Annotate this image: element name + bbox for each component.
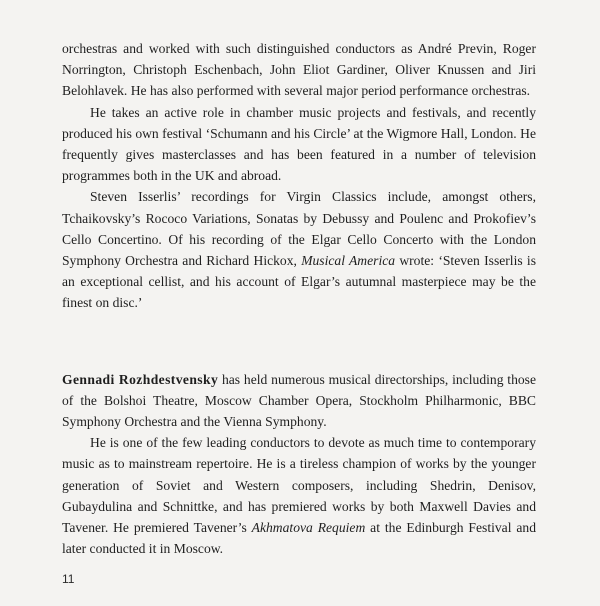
isserlis-paragraph-2 bbox=[62, 102, 536, 187]
isserlis-paragraph-3 bbox=[62, 186, 536, 313]
isserlis-paragraph-3-text: Steven Isserlis’ recordings for Virgin Classics include, amongst others, Tchaikovsky’s Rococo Variations, Sonatas by Debussy and Poulenc and Prokofiev’s Cello Concertino. Of his recording of the Elgar Cello Concerto with the London Symphony Orchestra and Richard Hickox, bbox=[62, 189, 536, 269]
booklet-page-text bbox=[62, 38, 536, 559]
isserlis-quote: wrote: ‘Steven Isserlis is an exceptional cellist, and his account of Elgar’s autumnal masterpiece may be the finest on disc.’ bbox=[62, 253, 536, 311]
rozhdestvensky-paragraph-2-text: He is one of the few leading conductors to devote as much time to contemporary music as to mainstream repertoire. He is a tireless champion of works by the younger generation of Soviet and Western composers, including Shedrin, Denisov, Gubaydulina and Schnittke, and has premiered works by both Maxwell Davies and Tavener. He premiered Tavener’s bbox=[62, 435, 536, 536]
rozhdestvensky-paragraph-2 bbox=[62, 432, 536, 559]
conductor-name: Gennadi Rozhdestvensky bbox=[62, 371, 219, 387]
publication-title: Musical America bbox=[301, 253, 396, 269]
rozhdestvensky-paragraph-2-end: at the Edinburgh Festival and later conducted it in Moscow. bbox=[62, 520, 536, 557]
work-title: Akhmatova Requiem bbox=[251, 520, 366, 536]
section-gap bbox=[62, 314, 536, 369]
page-number: 11 bbox=[62, 572, 75, 586]
isserlis-paragraph-1-text: orchestras and worked with such distinguished conductors as André Previn, Roger Norrington, Christoph Eschenbach, John Eliot Gardiner, Oliver Knussen and Jiri Belohlavek. He has also performed with several major period performance orchestras. bbox=[62, 41, 536, 99]
isserlis-paragraph-1 bbox=[62, 38, 536, 102]
isserlis-paragraph-2-text: He takes an active role in chamber music projects and festivals, and recently produced his own festival ‘Schumann and his Circle’ at the Wigmore Hall, London. He frequently gives masterclasses and has been featured in a number of television programmes both in the UK and abroad. bbox=[62, 104, 536, 184]
rozhdestvensky-paragraph-1 bbox=[62, 369, 536, 433]
rozhdestvensky-paragraph-1-text: has held numerous musical directorships, including those of the Bolshoi Theatre, Moscow Chamber Opera, Stockholm Philharmonic, BBC Symphony Orchestra and the Vienna Symphony. bbox=[62, 371, 537, 430]
